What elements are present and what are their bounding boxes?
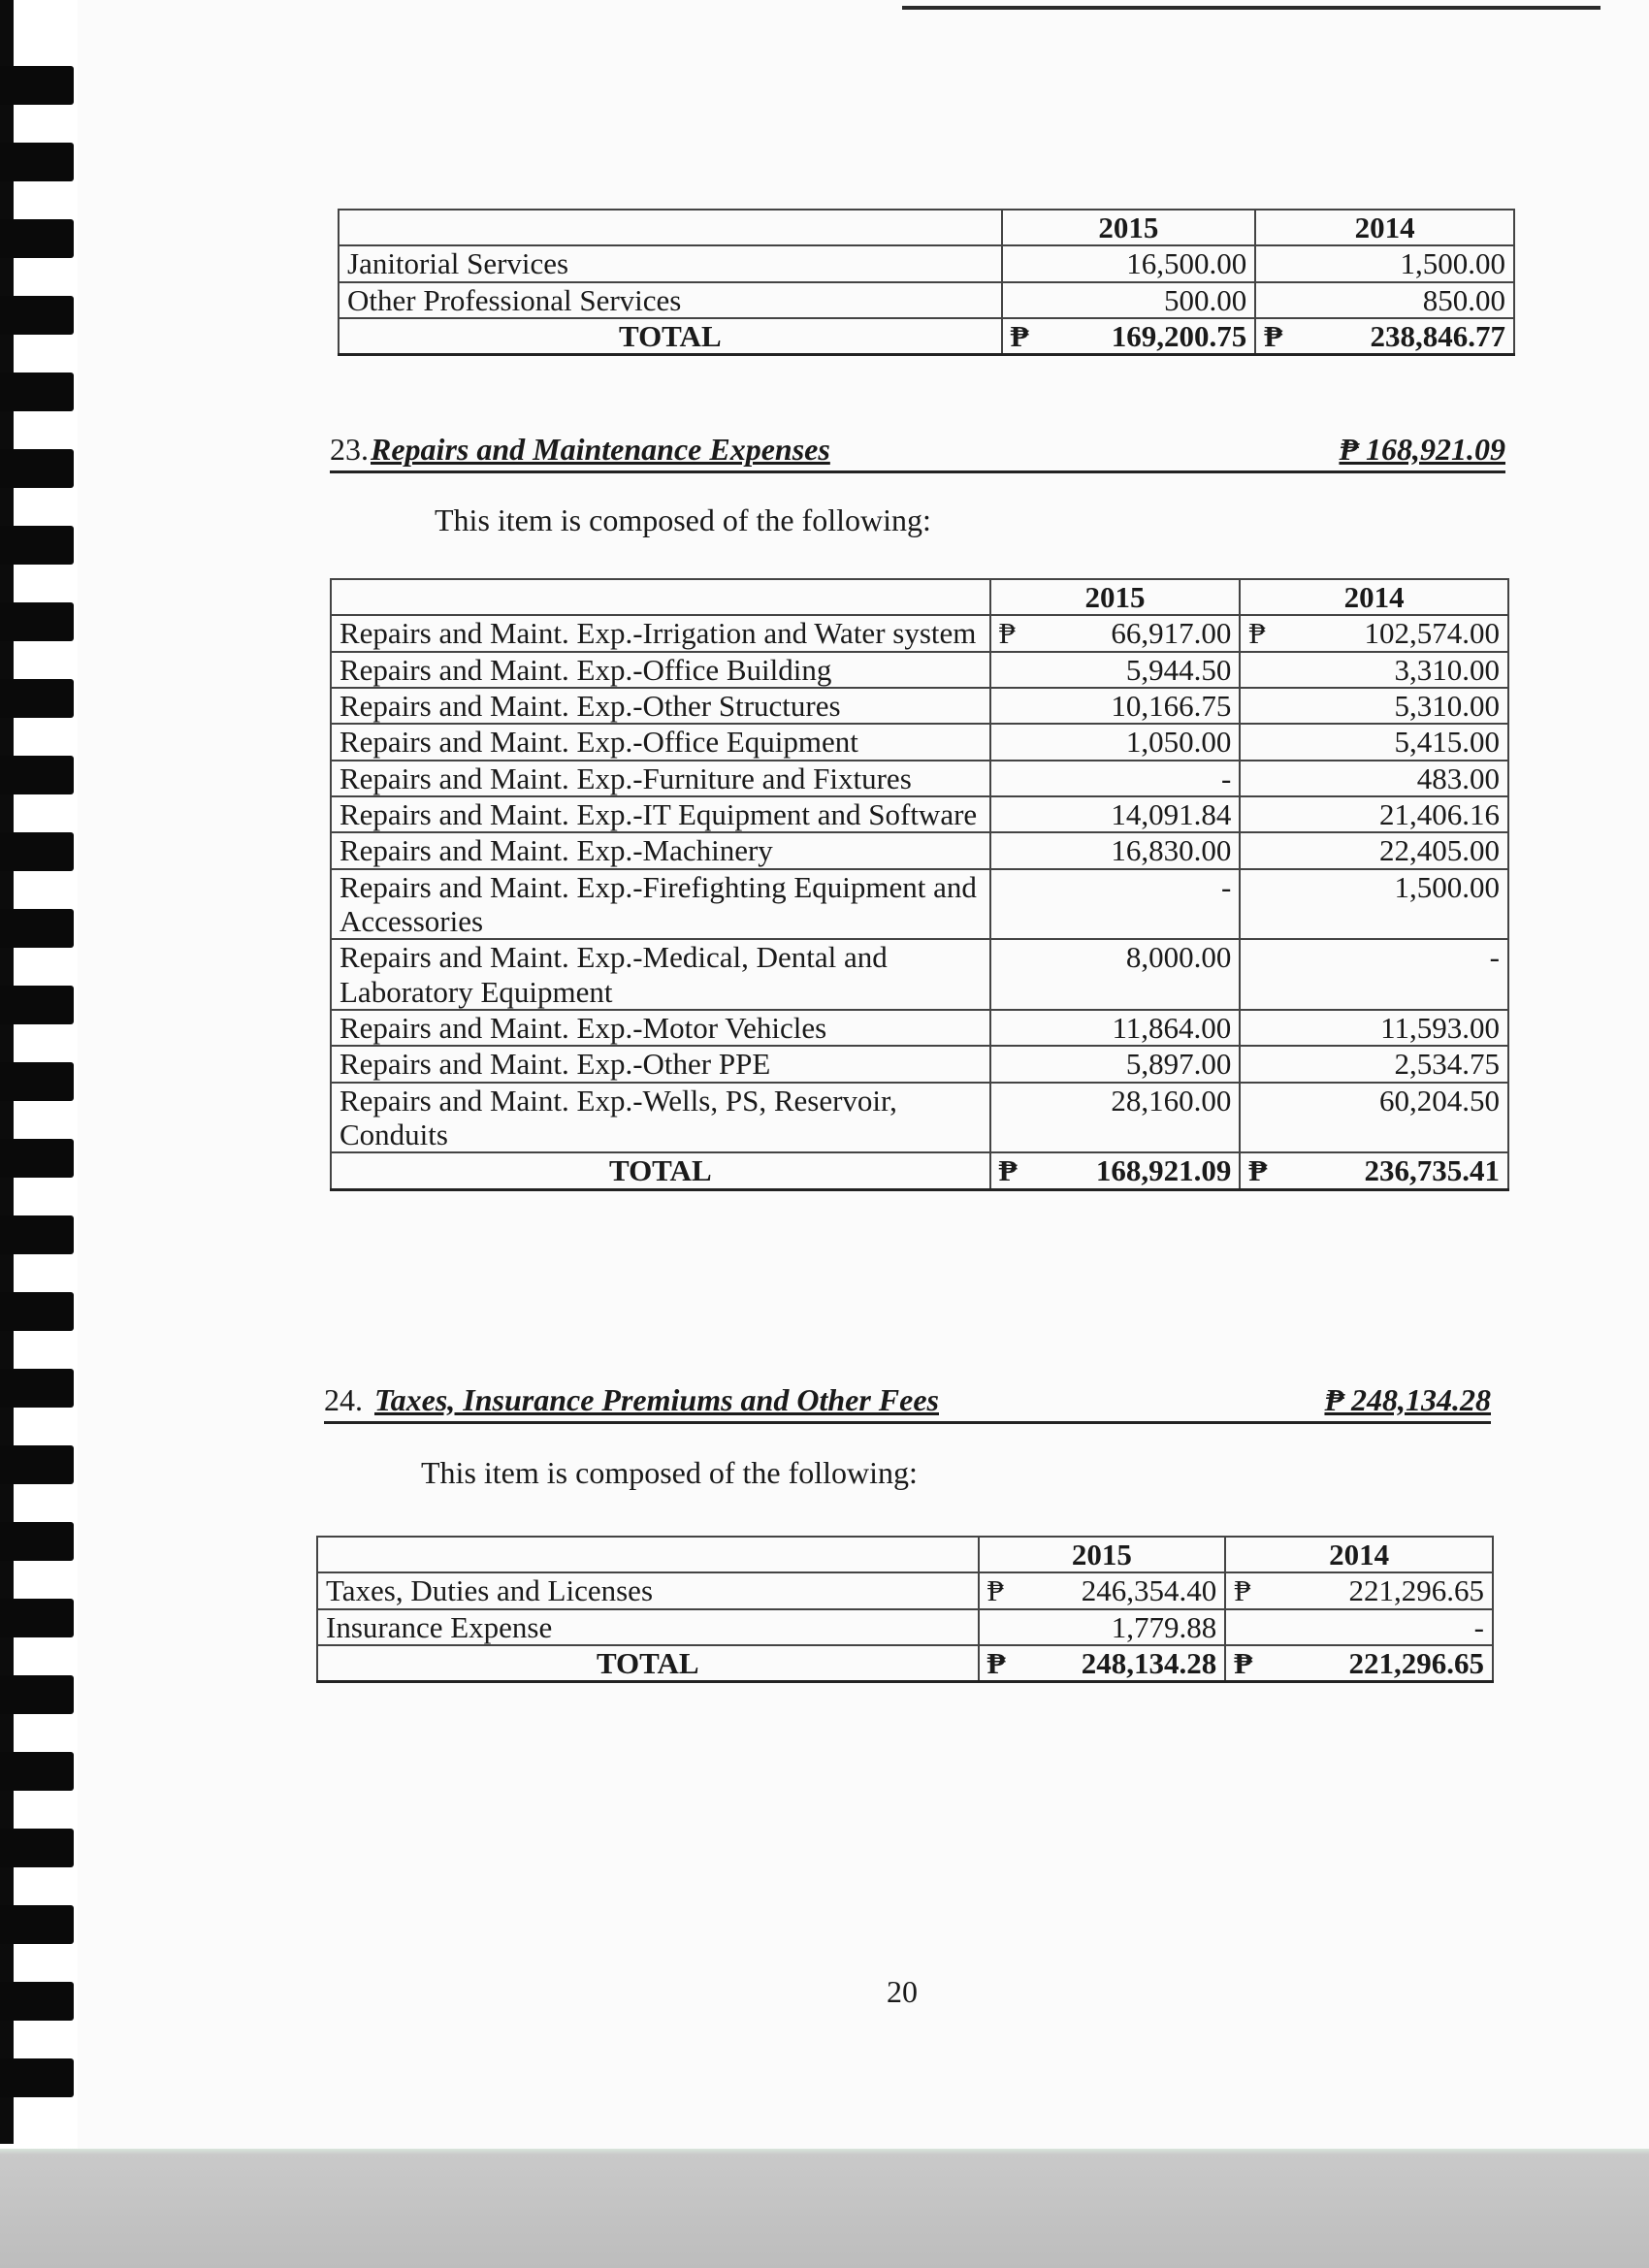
section-24-intro: This item is composed of the following:: [421, 1455, 918, 1490]
total-2014: [1255, 318, 1514, 355]
row-label: Insurance Expense: [317, 1609, 979, 1645]
binding-ring: [0, 373, 74, 411]
value-2015-value: 246,354.40: [1081, 1573, 1217, 1608]
section-number: 23.: [330, 432, 369, 467]
table-row: [317, 1609, 1493, 1645]
value-2015: 1,779.88: [979, 1609, 1226, 1645]
table-row: [331, 652, 1508, 688]
table-row: [331, 796, 1508, 832]
value-2014: 483.00: [1240, 761, 1508, 796]
peso-sign: ₱: [1234, 1645, 1253, 1680]
peso-sign: ₱: [1248, 616, 1266, 651]
value-2015-value: 66,917.00: [1111, 616, 1232, 651]
peso-sign: ₱: [1010, 318, 1029, 353]
total-2015-value: 169,200.75: [1111, 318, 1247, 353]
spiral-binding: [0, 0, 78, 2268]
value-2015: 14,091.84: [990, 796, 1241, 832]
section-amount: ₱ 168,921.09: [1339, 432, 1505, 467]
binding-ring: [0, 679, 74, 718]
binding-ring: [0, 602, 74, 641]
value-2014: 1,500.00: [1255, 245, 1514, 281]
value-2015: 16,830.00: [990, 832, 1241, 868]
header-blank-cell: [339, 210, 1002, 245]
page-number: 20: [887, 1974, 918, 2009]
binding-ring: [0, 143, 74, 181]
header-2014: 2014: [1240, 579, 1508, 615]
section-number: 24.: [324, 1382, 363, 1417]
row-label: Repairs and Maint. Exp.-Irrigation and Water system: [331, 615, 990, 651]
section-24-heading: [324, 1382, 1491, 1424]
page-edge-line: [902, 6, 1600, 10]
value-2015: [990, 615, 1241, 651]
row-label: Repairs and Maint. Exp.-Wells, PS, Reservoir, Conduits: [331, 1083, 990, 1153]
binding-ring: [0, 1062, 74, 1101]
table-header-row: [317, 1537, 1493, 1572]
value-2014: 5,310.00: [1240, 688, 1508, 724]
table-row: [331, 832, 1508, 868]
value-2015: 500.00: [1002, 282, 1256, 318]
section-23-intro: This item is composed of the following:: [435, 502, 931, 537]
total-2014: [1240, 1152, 1508, 1189]
binding-ring: [0, 1599, 74, 1637]
value-2015: 5,944.50: [990, 652, 1241, 688]
value-2014: -: [1240, 939, 1508, 1010]
value-2014: 11,593.00: [1240, 1010, 1508, 1046]
header-blank-cell: [317, 1537, 979, 1572]
value-2015: 1,050.00: [990, 724, 1241, 760]
row-label: Repairs and Maint. Exp.-IT Equipment and Software: [331, 796, 990, 832]
binding-ring: [0, 1829, 74, 1867]
binding-ring: [0, 1675, 74, 1714]
row-label: Janitorial Services: [339, 245, 1002, 281]
row-label: Repairs and Maint. Exp.-Motor Vehicles: [331, 1010, 990, 1046]
table-row: [317, 1572, 1493, 1608]
total-2015: [990, 1152, 1241, 1189]
value-2014: 22,405.00: [1240, 832, 1508, 868]
section-amount: ₱ 248,134.28: [1324, 1382, 1491, 1417]
total-2015-value: 168,921.09: [1095, 1153, 1232, 1188]
row-label: Repairs and Maint. Exp.-Medical, Dental and Laboratory Equipment: [331, 939, 990, 1010]
peso-sign: ₱: [998, 616, 1016, 651]
table-row: [331, 615, 1508, 651]
peso-sign: ₱: [1264, 318, 1283, 353]
value-2014: [1240, 615, 1508, 651]
table-row: [331, 688, 1508, 724]
value-2014: 850.00: [1255, 282, 1514, 318]
peso-sign: ₱: [998, 1153, 1018, 1188]
table-header-row: [339, 210, 1514, 245]
taxes-insurance-table: [316, 1536, 1494, 1683]
total-label: TOTAL: [317, 1645, 979, 1682]
value-2015: 10,166.75: [990, 688, 1241, 724]
binding-ring: [0, 219, 74, 258]
section-title: Repairs and Maintenance Expenses: [371, 432, 830, 467]
binding-ring: [0, 1982, 74, 2021]
total-2014-value: 238,846.77: [1370, 318, 1505, 353]
total-label: TOTAL: [331, 1152, 990, 1189]
row-label: Repairs and Maint. Exp.-Office Building: [331, 652, 990, 688]
total-2015: [1002, 318, 1256, 355]
row-label: Repairs and Maint. Exp.-Other Structures: [331, 688, 990, 724]
binding-ring: [0, 909, 74, 948]
value-2015: [979, 1572, 1226, 1608]
binding-ring: [0, 1445, 74, 1484]
total-row: [331, 1152, 1508, 1189]
peso-sign: ₱: [1234, 1573, 1251, 1608]
row-label: Taxes, Duties and Licenses: [317, 1572, 979, 1608]
binding-ring: [0, 296, 74, 335]
row-label: Repairs and Maint. Exp.-Office Equipment: [331, 724, 990, 760]
value-2014: 60,204.50: [1240, 1083, 1508, 1153]
row-label: Repairs and Maint. Exp.-Other PPE: [331, 1046, 990, 1082]
binding-ring: [0, 986, 74, 1024]
table-row: [331, 1083, 1508, 1153]
value-2015: 16,500.00: [1002, 245, 1256, 281]
binding-ring: [0, 2058, 74, 2097]
repairs-maintenance-table: [330, 578, 1509, 1191]
value-2014: [1225, 1572, 1493, 1608]
row-label: Other Professional Services: [339, 282, 1002, 318]
value-2015: 28,160.00: [990, 1083, 1241, 1153]
value-2014-value: 221,296.65: [1348, 1573, 1484, 1608]
header-blank-cell: [331, 579, 990, 615]
row-label: Repairs and Maint. Exp.-Furniture and Fixtures: [331, 761, 990, 796]
table-row: [339, 245, 1514, 281]
peso-sign: ₱: [986, 1573, 1004, 1608]
peso-sign: ₱: [1248, 1153, 1268, 1188]
total-2014: [1225, 1645, 1493, 1682]
binding-ring: [0, 449, 74, 488]
row-label: Repairs and Maint. Exp.-Machinery: [331, 832, 990, 868]
professional-services-table: [338, 209, 1515, 356]
header-2015: 2015: [979, 1537, 1226, 1572]
table-row: [339, 282, 1514, 318]
value-2015: 8,000.00: [990, 939, 1241, 1010]
binding-ring: [0, 1522, 74, 1561]
table-row: [331, 1010, 1508, 1046]
binding-ring: [0, 1905, 74, 1944]
value-2014: -: [1225, 1609, 1493, 1645]
value-2014: 21,406.16: [1240, 796, 1508, 832]
binding-ring: [0, 526, 74, 565]
total-2015: [979, 1645, 1226, 1682]
value-2015: 5,897.00: [990, 1046, 1241, 1082]
table-row: [331, 939, 1508, 1010]
peso-sign: ₱: [986, 1645, 1006, 1680]
scanner-bed-strip: [0, 2149, 1649, 2268]
header-2015: 2015: [990, 579, 1241, 615]
table-row: [331, 761, 1508, 796]
header-2014: 2014: [1255, 210, 1514, 245]
value-2014: 3,310.00: [1240, 652, 1508, 688]
value-2015: -: [990, 761, 1241, 796]
value-2014: 2,534.75: [1240, 1046, 1508, 1082]
value-2015: -: [990, 869, 1241, 940]
value-2014: 1,500.00: [1240, 869, 1508, 940]
total-row: [339, 318, 1514, 355]
binding-ring: [0, 1292, 74, 1331]
binding-ring: [0, 1215, 74, 1254]
total-2015-value: 248,134.28: [1081, 1645, 1217, 1680]
table-header-row: [331, 579, 1508, 615]
value-2014-value: 102,574.00: [1364, 616, 1500, 651]
table-row: [331, 869, 1508, 940]
total-label: TOTAL: [339, 318, 1002, 355]
binding-ring: [0, 1139, 74, 1178]
total-2014-value: 221,296.65: [1348, 1645, 1484, 1680]
section-title: Taxes, Insurance Premiums and Other Fees: [374, 1382, 939, 1417]
binding-ring: [0, 66, 74, 105]
total-2014-value: 236,735.41: [1364, 1153, 1500, 1188]
table-row: [331, 1046, 1508, 1082]
value-2015: 11,864.00: [990, 1010, 1241, 1046]
header-2015: 2015: [1002, 210, 1256, 245]
header-2014: 2014: [1225, 1537, 1493, 1572]
total-row: [317, 1645, 1493, 1682]
binding-ring: [0, 832, 74, 871]
value-2014: 5,415.00: [1240, 724, 1508, 760]
section-23-heading: [330, 432, 1505, 473]
binding-ring: [0, 1369, 74, 1408]
binding-ring: [0, 1752, 74, 1791]
table-row: [331, 724, 1508, 760]
row-label: Repairs and Maint. Exp.-Firefighting Equipment and Accessories: [331, 869, 990, 940]
binding-ring: [0, 756, 74, 794]
